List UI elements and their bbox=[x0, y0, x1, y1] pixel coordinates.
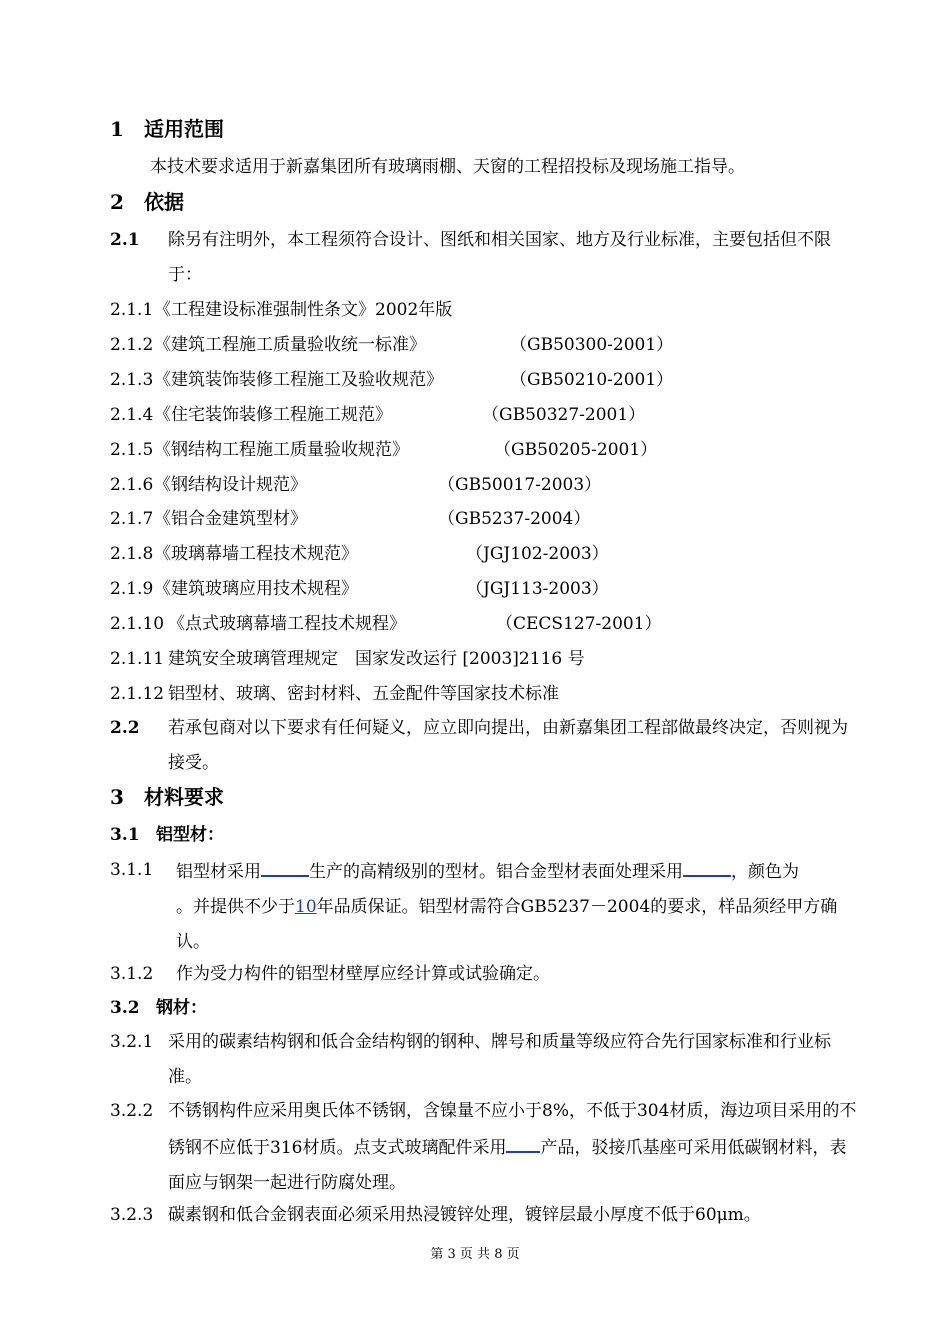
reference-number: 2.1.7 bbox=[110, 509, 154, 530]
reference-title: 《玻璃幕墙工程技术规范》 bbox=[154, 544, 358, 565]
reference-standard-code: （JGJ113-2003） bbox=[466, 579, 609, 600]
reference-number: 2.1.6 bbox=[110, 474, 154, 495]
reference-standard-code: （GB50210-2001） bbox=[510, 369, 674, 390]
reference-title: 《钢结构工程施工质量验收规范》 bbox=[154, 439, 409, 460]
reference-item bbox=[110, 433, 860, 468]
page-footer: 第 3 页 共 8 页 bbox=[430, 1247, 520, 1262]
fill-in-blank[interactable] bbox=[261, 853, 309, 877]
warranty-years-link[interactable]: 10 bbox=[295, 897, 317, 917]
reference-number: 2.1.10 bbox=[110, 614, 165, 635]
clause-number: 2.2 bbox=[110, 718, 140, 738]
clause-number: 2.1 bbox=[110, 230, 140, 250]
reference-item bbox=[110, 642, 860, 677]
section-heading-2 bbox=[110, 185, 860, 220]
section-number: 2 bbox=[110, 190, 124, 214]
section-heading-1 bbox=[110, 112, 860, 147]
clause-2-2 bbox=[110, 711, 860, 781]
reference-number: 2.1.11 bbox=[110, 649, 165, 669]
reference-item bbox=[110, 502, 860, 537]
reference-item bbox=[110, 398, 860, 433]
subsection-heading-3-1 bbox=[110, 818, 860, 853]
reference-item bbox=[110, 677, 860, 712]
reference-number: 2.1.12 bbox=[110, 683, 165, 704]
subsection-number: 3.2 bbox=[110, 998, 140, 1018]
clause-number: 3.1.2 bbox=[110, 964, 154, 984]
reference-title: 建筑安全玻璃管理规定 国家发改运行 [2003]2116 号 bbox=[168, 649, 585, 669]
section-number: 3 bbox=[110, 785, 124, 809]
reference-number: 2.1.5 bbox=[110, 439, 154, 460]
subsection-title: 钢材： bbox=[156, 998, 207, 1018]
fill-in-blank[interactable] bbox=[506, 1129, 540, 1153]
reference-item bbox=[110, 293, 860, 328]
reference-standard-code: （GB50205-2001） bbox=[494, 439, 658, 460]
reference-title: 《钢结构设计规范》 bbox=[154, 474, 307, 495]
subsection-title: 铝型材： bbox=[156, 825, 224, 845]
reference-title: 《工程建设标准强制性条文》2002年版 bbox=[154, 300, 453, 320]
clause-number: 3.2.2 bbox=[110, 1101, 154, 1121]
clause-text: 若承包商对以下要求有任何疑义，应立即向提出，由新嘉集团工程部做最终决定，否则视为接受。 bbox=[168, 718, 848, 773]
reference-standard-code: （CECS127-2001） bbox=[496, 614, 662, 635]
paragraph-scope bbox=[110, 150, 860, 185]
reference-number: 2.1.9 bbox=[110, 579, 154, 600]
subsection-heading-3-2 bbox=[110, 991, 860, 1026]
clause-2-1 bbox=[110, 223, 860, 293]
reference-standard-code: （GB5237-2004） bbox=[438, 509, 591, 530]
reference-item bbox=[110, 363, 860, 398]
clause-number: 3.2.1 bbox=[110, 1032, 154, 1052]
reference-item bbox=[110, 468, 860, 503]
reference-number: 2.1.4 bbox=[110, 404, 154, 425]
reference-title: 《建筑玻璃应用技术规程》 bbox=[154, 579, 358, 600]
clause-3-2-1 bbox=[110, 1025, 860, 1095]
reference-item bbox=[110, 328, 860, 363]
reference-standard-code: （JGJ102-2003） bbox=[466, 544, 609, 565]
clause-text: 铝型材采用 生产的高精级别的型材。铝合金型材表面处理采用 ，颜色为 。并提供不少于10年品质保证。铝型材需符合GB5237－2004的要求，样品须经甲方确认。 bbox=[176, 853, 860, 960]
clause-3-2-3 bbox=[110, 1198, 860, 1233]
clause-text: 除另有注明外，本工程须符合设计、图纸和相关国家、地方及行业标准，主要包括但不限于： bbox=[168, 230, 831, 285]
clause-3-1-2 bbox=[110, 957, 860, 992]
clause-text: 不锈钢构件应采用奥氏体不锈钢，含镍量不应小于8%，不低于304材质，海边项目采用的不锈钢不应低于316材质。点支式玻璃配件采用 产品，驳接爪基座可采用低碳钢材料，表面应与钢架一起进行防腐处理。 bbox=[168, 1101, 857, 1193]
section-title: 依据 bbox=[144, 190, 184, 214]
clause-text: 碳素钢和低合金钢表面必须采用热浸镀锌处理，镀锌层最小厚度不低于60μm。 bbox=[168, 1205, 761, 1225]
reference-title: 《住宅装饰装修工程施工规范》 bbox=[154, 404, 392, 425]
section-heading-3 bbox=[110, 780, 860, 815]
reference-title: 《建筑装饰装修工程施工及验收规范》 bbox=[154, 369, 443, 390]
paragraph-text: 本技术要求适用于新嘉集团所有玻璃雨棚、天窗的工程招投标及现场施工指导。 bbox=[150, 157, 745, 177]
clause-number: 3.1.1 bbox=[110, 860, 154, 880]
reference-item bbox=[110, 607, 860, 642]
clause-text: 作为受力构件的铝型材壁厚应经计算或试验确定。 bbox=[176, 964, 550, 984]
reference-standard-code: （GB50300-2001） bbox=[510, 334, 674, 355]
clause-3-1-1 bbox=[110, 853, 860, 960]
clause-3-2-2 bbox=[110, 1094, 860, 1201]
reference-number: 2.1.2 bbox=[110, 334, 154, 355]
clause-number: 3.2.3 bbox=[110, 1205, 154, 1225]
reference-item bbox=[110, 537, 860, 572]
section-title: 适用范围 bbox=[144, 117, 224, 141]
clause-text: 采用的碳素结构钢和低合金结构钢的钢种、牌号和质量等级应符合先行国家标准和行业标准。 bbox=[168, 1032, 831, 1087]
reference-standard-code: （GB50017-2003） bbox=[438, 474, 602, 495]
reference-item bbox=[110, 572, 860, 607]
section-title: 材料要求 bbox=[144, 785, 224, 809]
subsection-number: 3.1 bbox=[110, 825, 140, 845]
reference-title: 《建筑工程施工质量验收统一标准》 bbox=[154, 334, 426, 355]
reference-number: 2.1.3 bbox=[110, 369, 154, 390]
reference-standard-code: （GB50327-2001） bbox=[482, 404, 646, 425]
reference-title: 《铝合金建筑型材》 bbox=[154, 509, 307, 530]
reference-title: 铝型材、玻璃、密封材料、五金配件等国家技术标准 bbox=[168, 683, 559, 704]
section-number: 1 bbox=[110, 117, 124, 141]
reference-number: 2.1.8 bbox=[110, 544, 154, 565]
reference-number: 2.1.1 bbox=[110, 300, 154, 320]
reference-title: 《点式玻璃幕墙工程技术规程》 bbox=[168, 614, 406, 635]
fill-in-blank[interactable] bbox=[683, 853, 731, 877]
